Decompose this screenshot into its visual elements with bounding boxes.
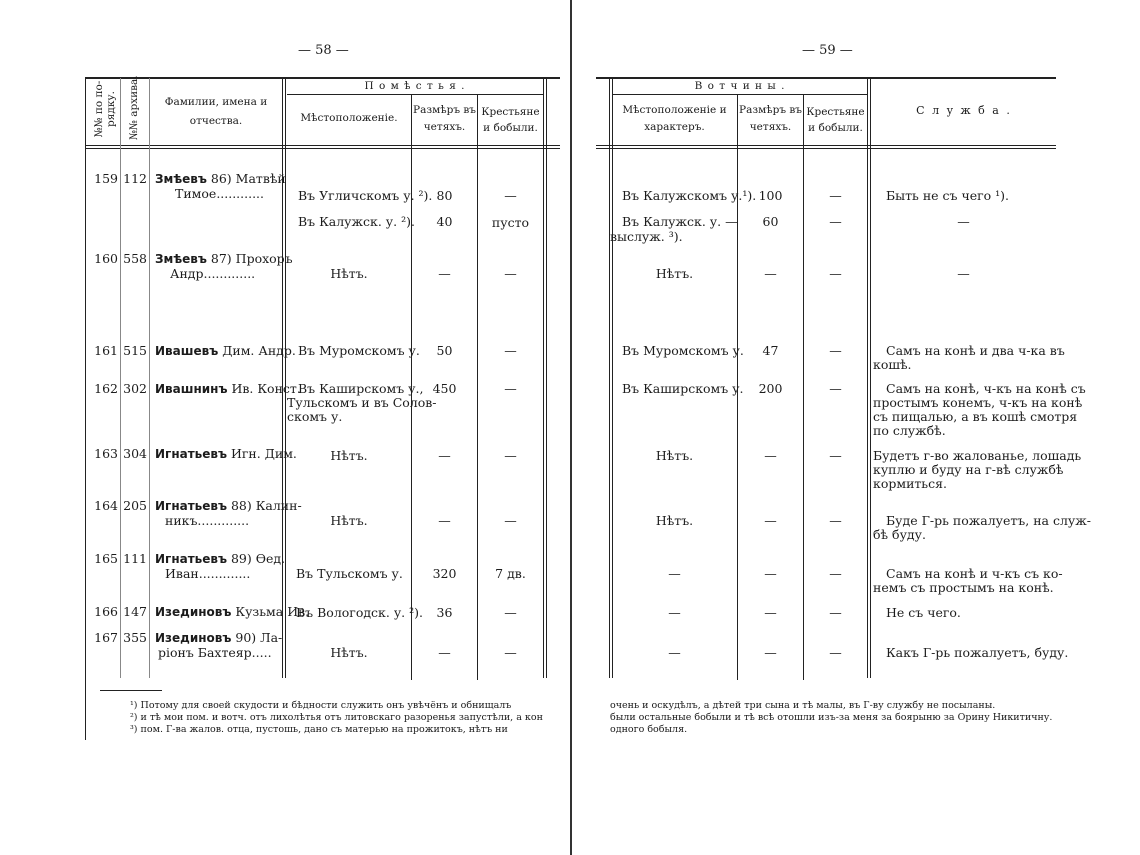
votchina-peasants: — (829, 645, 842, 660)
service-text: Быть не съ чего ¹). (886, 188, 1010, 203)
pomestye-location: Нѣтъ. (330, 266, 368, 281)
votchina-location: — (668, 605, 681, 620)
service-text-cont: кормиться. (873, 476, 947, 491)
votchina-peasants: — (829, 566, 842, 581)
header-service: С л у ж б а . (916, 104, 1012, 117)
pomestye-size: 36 (436, 605, 453, 620)
votchina-peasants: — (829, 381, 842, 396)
footnote: очень и оскудѣлъ, а дѣтей три сына и тѣ малы, въ Г-ву службу не посыланы. (610, 700, 996, 711)
pomestye-peasants: — (504, 645, 517, 660)
service-text-cont: съ пищалью, а въ кошѣ смотря (873, 409, 1078, 424)
service-text: Будетъ г-во жалованье, лошадь (873, 448, 1082, 463)
votchina-location: Нѣтъ. (655, 513, 694, 528)
person-name: Змѣевъ 86) Матвѣй (155, 171, 286, 186)
pomestye-location: Въ Каширскомъ у., (298, 381, 424, 396)
votchina-location: — (668, 645, 681, 660)
service-text: Самъ на конѣ и ч-къ съ ко- (886, 566, 1063, 581)
pomestye-size: 50 (436, 343, 453, 358)
person-name: Изединовъ Кузьма Ив. (155, 604, 310, 619)
pomestye-location: Нѣтъ. (330, 513, 368, 528)
pomestye-location: Нѣтъ. (330, 645, 368, 660)
service-text: Какъ Г-рь пожалуетъ, буду. (886, 645, 1069, 660)
service-text-cont: по службѣ. (873, 423, 946, 438)
person-name-cont: Андр............. (170, 266, 256, 281)
archive-number: 355 (123, 630, 147, 645)
pomestye-location: Въ Угличскомъ у. ²). (298, 188, 433, 203)
left-page-number: — 58 — (298, 43, 349, 58)
archive-number: 205 (123, 498, 147, 513)
row-number: 167 (94, 630, 118, 645)
votchina-location: Въ Калужскомъ у.¹). (622, 188, 757, 203)
person-name: Игнатьевъ 89) Ѳед. (155, 551, 286, 566)
votchina-size: 100 (758, 188, 783, 203)
service-text-cont: куплю и буду на г-вѣ службѣ (873, 462, 1064, 477)
person-name: Ивашнинъ Ив. Конст. (155, 381, 301, 396)
pomestye-location: Въ Муромскомъ у. (298, 343, 420, 358)
pomestye-peasants: — (504, 188, 517, 203)
votchina-location: Въ Калужск. у. — (622, 214, 738, 229)
person-name-cont: Иван............. (165, 566, 251, 581)
pomestye-peasants: — (504, 513, 517, 528)
votchina-peasants: — (829, 343, 842, 358)
header-votchiny: В о т ч и н ы . (694, 80, 786, 92)
pomestye-peasants: — (504, 605, 517, 620)
right-page-number: — 59 — (802, 43, 853, 58)
votchina-peasants: — (829, 448, 842, 463)
person-name: Змѣевъ 87) Прохоръ (155, 251, 293, 266)
votchina-location-cont: выслуж. ³). (610, 229, 683, 244)
pomestye-location: Въ Вологодск. у. ²). (296, 605, 423, 620)
votchina-peasants: — (829, 266, 842, 281)
service-text: — (957, 214, 970, 229)
header-pomestya-location: Мѣстоположеніе. (300, 112, 398, 124)
votchina-size: — (764, 605, 777, 620)
votchina-location: Нѣтъ. (655, 266, 694, 281)
pomestye-size: — (438, 645, 451, 660)
pomestye-size: 450 (432, 381, 457, 396)
pomestye-peasants: — (504, 266, 517, 281)
pomestye-size: — (438, 266, 451, 281)
header-pomestya-peasants: Крестьяне и бобыли. (481, 106, 540, 134)
header-votchiny-location: Мѣстоположеніе и характеръ. (622, 104, 727, 133)
pomestye-location-cont: Тульскомъ и въ Солов- (287, 395, 437, 410)
footnote: ³) пом. Г-ва жалов. отца, пустошь, дано съ матерью на прожитокъ, нѣтъ ни (130, 724, 508, 735)
archive-number: 304 (123, 446, 147, 461)
service-text-cont: кошѣ. (873, 357, 912, 372)
header-order-number: №№ по по- рядку. (93, 80, 117, 138)
service-text: Не съ чего. (886, 605, 961, 620)
votchina-size: 60 (762, 214, 779, 229)
votchina-peasants: — (829, 188, 842, 203)
pomestye-location: Въ Тульскомъ у. (296, 566, 403, 581)
pomestye-size: — (438, 448, 451, 463)
person-name: Игнатьевъ Игн. Дим. (155, 446, 297, 461)
votchina-peasants: — (829, 214, 842, 229)
row-number: 159 (94, 171, 118, 186)
votchina-size: — (764, 513, 777, 528)
header-votchiny-peasants: Крестьяне и бобыли. (806, 106, 865, 134)
person-name: Игнатьевъ 88) Калин- (155, 498, 302, 513)
row-number: 163 (94, 446, 118, 461)
book-spine (570, 0, 572, 855)
votchina-size: 47 (762, 343, 779, 358)
person-name-cont: никъ............. (165, 513, 250, 528)
votchina-location: Въ Каширскомъ у. (622, 381, 744, 396)
pomestye-peasants: — (504, 343, 517, 358)
votchina-peasants: — (829, 605, 842, 620)
votchina-size: — (764, 566, 777, 581)
header-names: Фамилии, имена и отчества. (164, 96, 268, 127)
pomestye-size: 40 (436, 214, 453, 229)
service-text: Буде Г-рь пожалуетъ, на служ- (886, 513, 1091, 528)
votchina-location: — (668, 566, 681, 581)
votchina-size: 200 (758, 381, 783, 396)
votchina-size: — (764, 448, 777, 463)
row-number: 166 (94, 604, 118, 619)
archive-number: 112 (123, 171, 147, 186)
pomestye-location: Нѣтъ. (330, 448, 368, 463)
header-pomestya-size: Размѣръ въ четяхъ. (413, 104, 476, 133)
votchina-peasants: — (829, 513, 842, 528)
header-pomestya: П о м ѣ с т ь я . (364, 80, 466, 92)
person-name-cont: Тимое............ (175, 186, 264, 201)
pomestye-location: Въ Калужск. у. ²). (298, 214, 415, 229)
row-number: 161 (94, 343, 118, 358)
pomestye-size: 320 (432, 566, 457, 581)
row-number: 160 (94, 251, 118, 266)
footnote: ²) и тѣ мои пом. и вотч. отъ лихолѣтья отъ литовскаго разоренья запустѣли, а кон (130, 712, 543, 723)
archive-number: 302 (123, 381, 147, 396)
archive-number: 147 (123, 604, 147, 619)
header-votchiny-size: Размѣръ въ четяхъ. (739, 104, 802, 133)
archive-number: 558 (123, 251, 147, 266)
votchina-location: Въ Муромскомъ у. (622, 343, 744, 358)
votchina-location: Нѣтъ. (655, 448, 694, 463)
row-number: 164 (94, 498, 118, 513)
pomestye-size: 80 (436, 188, 453, 203)
pomestye-peasants: пусто (491, 215, 530, 230)
row-number: 162 (94, 381, 118, 396)
row-number: 165 (94, 551, 118, 566)
archive-number: 111 (123, 551, 147, 566)
person-name: Изединовъ 90) Ла- (155, 630, 283, 645)
pomestye-peasants: 7 дв. (495, 566, 526, 581)
pomestye-peasants: — (504, 448, 517, 463)
footnote: одного бобыля. (610, 724, 688, 735)
votchina-size: — (764, 645, 777, 660)
service-text-cont: простымъ конемъ, ч-къ на конѣ (873, 395, 1083, 410)
service-text-cont: немъ съ простымъ на конѣ. (873, 580, 1054, 595)
footnote: были остальные бобыли и тѣ всѣ отошли изъ-за меня за боярыню за Орину Никитичну. (610, 712, 1053, 723)
pomestye-peasants: — (504, 381, 517, 396)
pomestye-size: — (438, 513, 451, 528)
votchina-size: — (764, 266, 777, 281)
service-text: Самъ на конѣ и два ч-ка въ (886, 343, 1065, 358)
header-archive-number: №№ архива. (128, 75, 140, 140)
service-text-cont: бѣ буду. (873, 527, 926, 542)
person-name: Ивашевъ Дим. Андр. (155, 343, 296, 358)
footnote: ¹) Потому для своей скудости и бѣдности служить онъ увѣчёнъ и обнищалъ (130, 700, 512, 711)
service-text: Самъ на конѣ, ч-къ на конѣ съ (886, 381, 1086, 396)
pomestye-location-cont: скомъ у. (287, 409, 343, 424)
service-text: — (957, 266, 970, 281)
archive-number: 515 (123, 343, 147, 358)
person-name-cont: ріонъ Бахтеяр..... (158, 645, 272, 660)
